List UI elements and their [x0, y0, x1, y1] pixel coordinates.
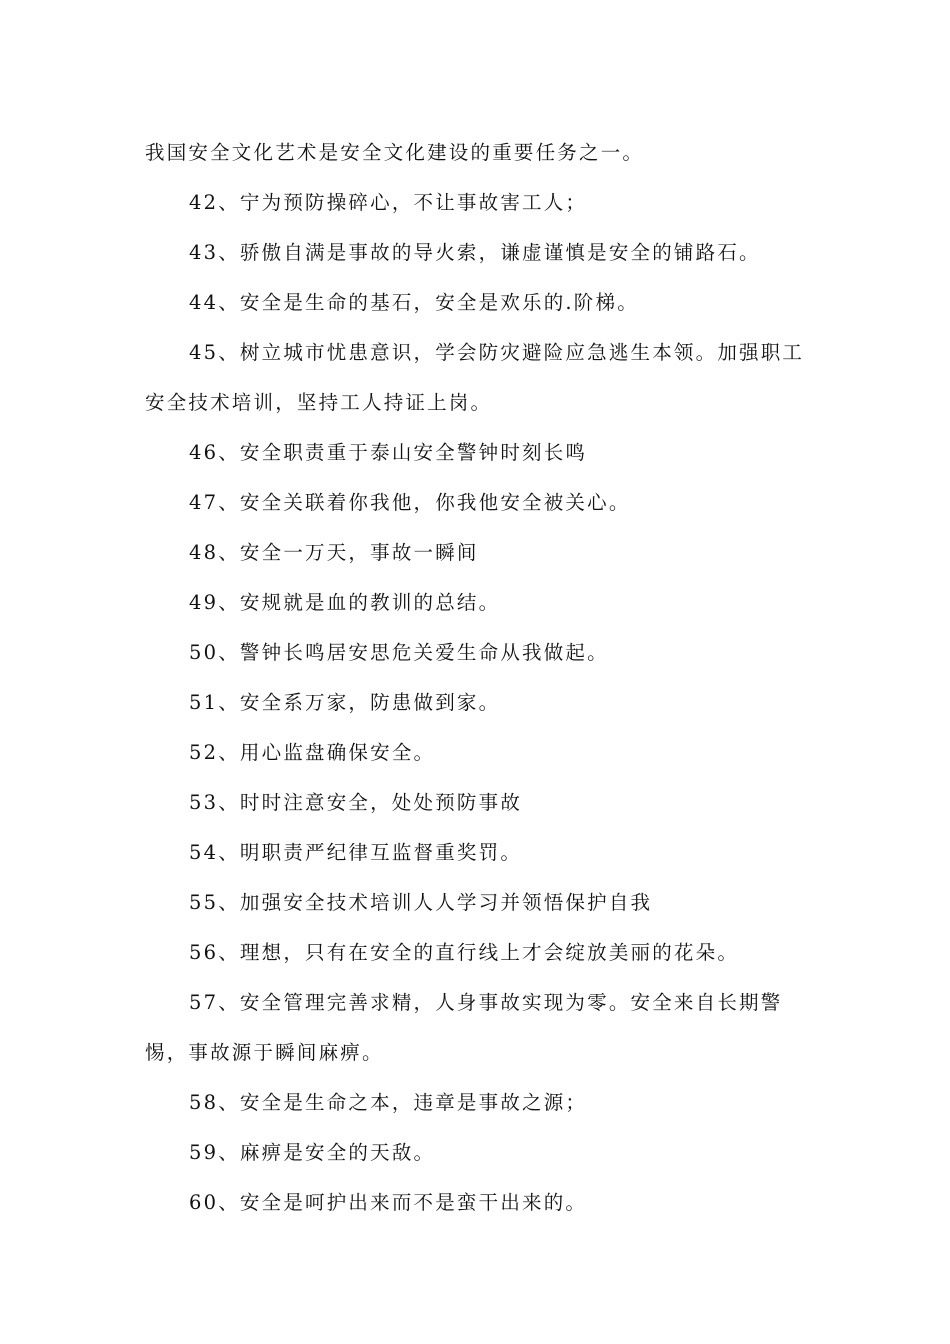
- slogan-item-50: 50、警钟长鸣居安思危关爱生命从我做起。: [189, 641, 609, 664]
- slogan-item-59: 59、麻痹是安全的天敌。: [189, 1141, 436, 1164]
- slogan-item-42: 42、宁为预防操碎心，不让事故害工人；: [189, 191, 588, 214]
- slogan-item-53: 53、时时注意安全，处处预防事故: [189, 791, 523, 814]
- slogan-item-49: 49、安规就是血的教训的总结。: [189, 591, 501, 614]
- slogan-item-51: 51、安全系万家，防患做到家。: [189, 691, 501, 714]
- slogan-item-47: 47、安全关联着你我他，你我他安全被关心。: [189, 491, 631, 514]
- slogan-item-44: 44、安全是生命的基石，安全是欢乐的.阶梯。: [189, 291, 639, 314]
- slogan-item-54: 54、明职责严纪律互监督重奖罚。: [189, 841, 523, 864]
- slogan-item-60: 60、安全是呵护出来而不是蛮干出来的。: [189, 1191, 588, 1214]
- slogan-item-55: 55、加强安全技术培训人人学习并领悟保护自我: [189, 891, 653, 914]
- slogan-item-52: 52、用心监盘确保安全。: [189, 741, 436, 764]
- document-body: [145, 128, 810, 1228]
- slogan-item-57: 57、安全管理完善求精，人身事故实现为零。安全来自长期警惕，事故源于瞬间麻痹。: [145, 991, 783, 1064]
- paragraph-continuation: 我国安全文化艺术是安全文化建设的重要任务之一。: [145, 141, 645, 164]
- slogan-item-43: 43、骄傲自满是事故的导火索，谦虚谨慎是安全的铺路石。: [189, 241, 761, 264]
- slogan-item-56: 56、理想，只有在安全的直行线上才会绽放美丽的花朵。: [189, 941, 740, 964]
- slogan-item-46: 46、安全职责重于泰山安全警钟时刻长鸣: [189, 441, 588, 464]
- slogan-item-58: 58、安全是生命之本，违章是事故之源；: [189, 1091, 588, 1114]
- slogan-item-45: 45、树立城市忧患意识，学会防灾避险应急逃生本领。加强职工安全技术培训，坚持工人持证上岗。: [145, 341, 805, 414]
- slogan-item-48: 48、安全一万天，事故一瞬间: [189, 541, 479, 564]
